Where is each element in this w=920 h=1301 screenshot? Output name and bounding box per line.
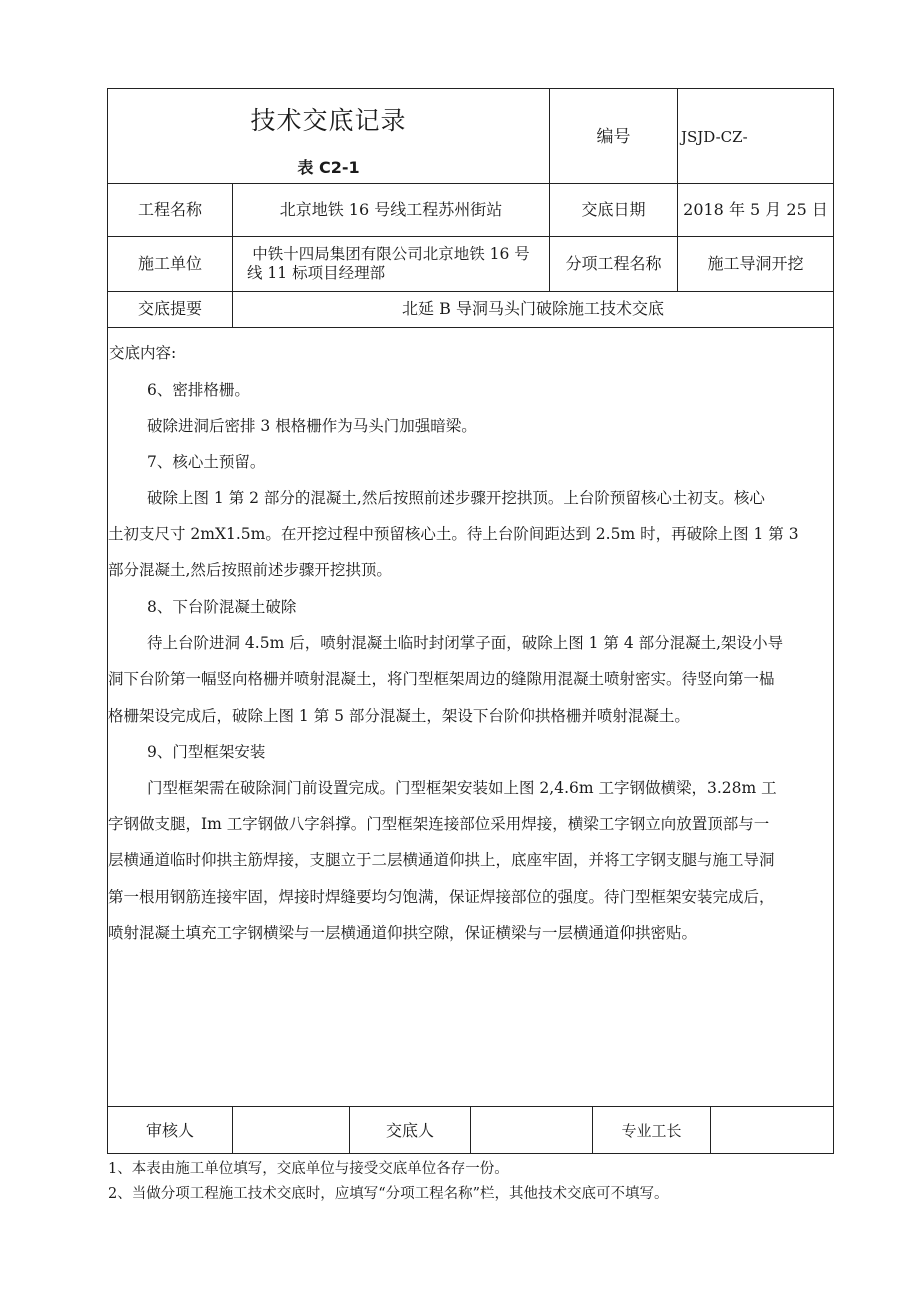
subproject-value: 施工导洞开挖: [707, 254, 804, 273]
row-line-1: [107, 183, 834, 184]
project-name: 北京地铁 16 号线工程苏州街站: [279, 200, 503, 219]
unit-line-1: 中铁十四局集团有限公司北京地铁 16 号: [252, 245, 530, 263]
content-heading: 交底内容:: [109, 344, 177, 362]
discloser-label: 交底人: [385, 1121, 434, 1140]
summary-label: 交底提要: [137, 299, 202, 318]
foreman-signature-cell[interactable]: [711, 1107, 833, 1153]
row-line-4: [107, 327, 834, 328]
footnote-2: 2、当做分项工程施工技术交底时，应填写“分项工程名称”栏，其他技术交底可不填写。: [108, 1186, 669, 1202]
form-number: 表 C2-1: [297, 158, 360, 177]
border-left: [107, 88, 108, 1154]
border-right: [833, 88, 834, 1154]
content-line: 第一根用钢筋连接牢固，焊接时焊缝要均匀饱满，保证焊接部位的强度。待门型框架安装完成后，: [108, 888, 775, 906]
row-line-2: [107, 236, 834, 237]
content-line: 字钢做支腿，Im 工字钢做八字斜撑。门型框架连接部位采用焊接，横梁工字钢立向放置顶部与一: [108, 815, 770, 833]
date-value: 2018 年 5 月 25 日: [683, 200, 828, 219]
code-value: JSJD-CZ-: [681, 128, 748, 146]
discloser-signature-cell[interactable]: [471, 1107, 592, 1153]
border-top: [107, 88, 834, 89]
foreman-label: 专业工长: [621, 1122, 682, 1140]
content-line: 土初支尺寸 2mX1.5m。在开挖过程中预留核心土。待上台阶间距达到 2.5m 时，再破除上图 1 第 3: [108, 525, 799, 543]
content-line: 门型框架需在破除洞门前设置完成。门型框架安装如上图 2,4.6m 工字钢做横梁，3.28m 工: [147, 779, 777, 797]
reviewer-label: 审核人: [145, 1121, 194, 1140]
unit-line-2: 线 11 标项目经理部: [247, 264, 386, 282]
content-line: 部分混凝土,然后按照前述步骤开挖拱顶。: [108, 561, 392, 579]
summary-value: 北延 B 导洞马头门破除施工技术交底: [402, 299, 664, 318]
content-line: 层横通道临时仰拱主筋焊接，支腿立于二层横通道仰拱上，底座牢固，并将工字钢支腿与施工导洞: [108, 851, 775, 869]
date-label: 交底日期: [581, 200, 646, 219]
content-line: 6、密排格栅。: [147, 381, 250, 399]
subproject-label: 分项工程名称: [565, 254, 662, 273]
unit-label: 施工单位: [137, 254, 202, 273]
code-label: 编号: [596, 127, 631, 147]
content-line: 9、门型框架安装: [147, 743, 266, 761]
project-name-label: 工程名称: [137, 200, 202, 219]
content-line: 破除上图 1 第 2 部分的混凝土,然后按照前述步骤开挖拱顶。上台阶预留核心土初支。核心: [147, 489, 765, 507]
footnote-1: 1、本表由施工单位填写，交底单位与接受交底单位各存一份。: [108, 1161, 509, 1177]
row-line-3: [107, 291, 834, 292]
reviewer-signature-cell[interactable]: [233, 1107, 349, 1153]
content-line: 7、核心土预留。: [147, 453, 266, 471]
form-title: 技术交底记录: [250, 106, 407, 135]
content-line: 格栅架设完成后，破除上图 1 第 5 部分混凝土，架设下台阶仰拱格栅并喷射混凝土。: [108, 707, 690, 725]
content-line: 破除进洞后密排 3 根格栅作为马头门加强暗梁。: [147, 417, 477, 435]
content-line: 喷射混凝土填充工字钢横梁与一层横通道仰拱空隙，保证横梁与一层横通道仰拱密贴。: [108, 924, 698, 942]
content-line: 8、下台阶混凝土破除: [147, 598, 297, 616]
content-line: 待上台阶进洞 4.5m 后，喷射混凝土临时封闭掌子面，破除上图 1 第 4 部分混凝土,架设小导: [147, 634, 784, 652]
content-line: 洞下台阶第一幅竖向格栅并喷射混凝土，将门型框架周边的缝隙用混凝土喷射密实。待竖向第一榀: [108, 670, 775, 688]
